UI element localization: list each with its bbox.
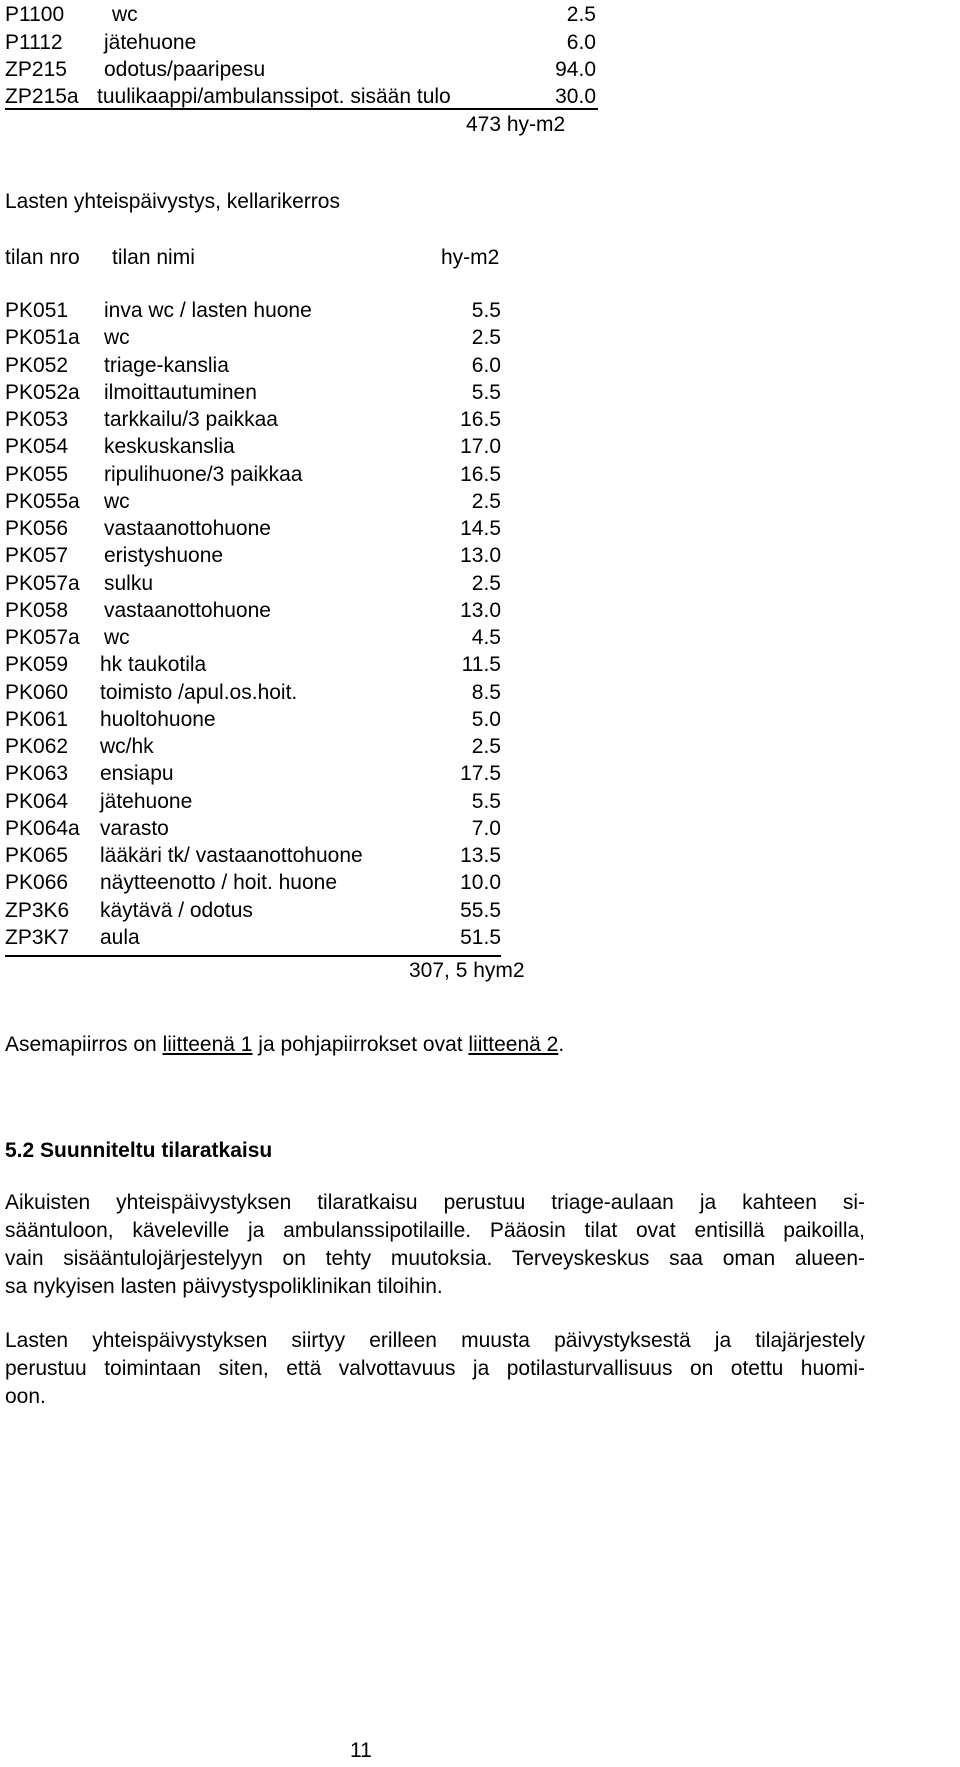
room-area: 6.0 — [471, 354, 501, 377]
room-name: eristyshuone — [104, 544, 224, 567]
room-area: 5.5 — [471, 381, 501, 404]
rows-total: 307, 5 hym2 — [409, 959, 525, 982]
room-area: 55.5 — [460, 899, 501, 922]
room-code: PK057a — [5, 626, 80, 649]
room-area: 13.0 — [460, 599, 501, 622]
room-name: wc — [104, 626, 130, 649]
room-area: 13.0 — [460, 544, 501, 567]
room-name: wc — [104, 326, 130, 349]
room-code: PK059 — [5, 653, 69, 676]
room-code: PK058 — [5, 599, 69, 622]
sum-rule — [5, 108, 598, 110]
room-code: PK062 — [5, 735, 69, 758]
room-name: keskuskanslia — [104, 435, 235, 458]
room-area: 8.5 — [471, 681, 501, 704]
room-name: jätehuone — [100, 790, 193, 813]
room-area: 2.5 — [566, 3, 596, 26]
room-area: 10.0 — [460, 871, 501, 894]
room-name: wc — [112, 3, 138, 26]
room-name: jätehuone — [104, 31, 197, 54]
room-area: 16.5 — [460, 408, 501, 431]
room-name: ripulihuone/3 paikkaa — [104, 463, 303, 486]
paragraph-line: Lasten yhteispäivystyksen siirtyy erilleen muusta päivystyksestä ja tilajärjestely — [5, 1329, 865, 1352]
room-name: näytteenotto / hoit. huone — [100, 871, 338, 894]
room-code: PK056 — [5, 517, 69, 540]
room-area: 14.5 — [460, 517, 501, 540]
room-area: 17.0 — [460, 435, 501, 458]
attachments-line — [5, 1034, 564, 1055]
room-name: tuulikaappi/ambulanssipot. sisään tulo — [97, 85, 451, 108]
paragraph-line: perustuu toimintaan siten, että valvottavuus ja potilasturvallisuus on otettu huomi- — [5, 1357, 865, 1380]
room-code: P1100 — [5, 3, 65, 26]
attachment-1-link[interactable]: liitteenä 1 — [162, 1033, 253, 1056]
room-code: PK051 — [5, 299, 69, 322]
attachments-text-2: ja pohjapiirrokset ovat — [252, 1033, 469, 1056]
header-room-name: tilan nimi — [112, 246, 195, 269]
section-heading: 5.2 Suunniteltu tilaratkaisu — [5, 1139, 273, 1162]
room-code: PK051a — [5, 326, 80, 349]
sum-rule — [5, 955, 501, 957]
room-name: vastaanottohuone — [104, 599, 271, 622]
header-area: hy-m2 — [441, 246, 500, 269]
paragraph-line: oon. — [5, 1385, 46, 1408]
room-code: PK061 — [5, 708, 69, 731]
room-code: PK060 — [5, 681, 69, 704]
paragraph-line: sa nykyisen lasten päivystyspoliklinikan tiloihin. — [5, 1275, 443, 1298]
room-code: PK054 — [5, 435, 69, 458]
room-code: ZP215a — [5, 85, 79, 108]
room-area: 5.5 — [471, 790, 501, 813]
room-code: P1112 — [5, 31, 63, 54]
paragraph-line: vain sisääntulojärjestelyyn on tehty muutoksia. Terveyskeskus saa oman alueen- — [5, 1247, 865, 1270]
room-code: PK064a — [5, 817, 80, 840]
room-code: PK055a — [5, 490, 80, 513]
room-area: 17.5 — [460, 762, 501, 785]
room-name: odotus/paaripesu — [104, 58, 266, 81]
paragraph-1 — [5, 1189, 865, 1301]
room-name: wc — [104, 490, 130, 513]
room-name: vastaanottohuone — [104, 517, 271, 540]
header-room-number: tilan nro — [5, 246, 80, 269]
room-name: lääkäri tk/ vastaanottohuone — [100, 844, 363, 867]
room-name: aula — [100, 926, 140, 949]
paragraph-2 — [5, 1327, 865, 1411]
room-area: 6.0 — [566, 31, 596, 54]
room-name: huoltohuone — [100, 708, 216, 731]
room-area: 5.5 — [471, 299, 501, 322]
room-area: 4.5 — [471, 626, 501, 649]
room-code: PK052 — [5, 354, 69, 377]
room-area: 30.0 — [555, 85, 596, 108]
attachment-2-link[interactable]: liitteenä 2 — [468, 1033, 559, 1056]
room-code: PK063 — [5, 762, 69, 785]
room-name: tarkkailu/3 paikkaa — [104, 408, 278, 431]
room-code: ZP3K6 — [5, 899, 70, 922]
room-code: ZP3K7 — [5, 926, 70, 949]
room-name: varasto — [100, 817, 169, 840]
room-name: ilmoittautuminen — [104, 381, 257, 404]
room-name: wc/hk — [100, 735, 154, 758]
room-code: PK057a — [5, 572, 80, 595]
top-total: 473 hy-m2 — [466, 113, 566, 136]
room-area: 7.0 — [471, 817, 501, 840]
section-title: Lasten yhteispäivystys, kellarikerros — [5, 190, 340, 213]
room-area: 13.5 — [460, 844, 501, 867]
room-name: sulku — [104, 572, 154, 595]
room-area: 2.5 — [471, 490, 501, 513]
room-area: 2.5 — [471, 735, 501, 758]
page-number: 11 — [350, 1739, 372, 1762]
room-code: PK064 — [5, 790, 69, 813]
room-code: PK066 — [5, 871, 69, 894]
room-code: PK057 — [5, 544, 69, 567]
room-area: 94.0 — [555, 58, 596, 81]
room-name: toimisto /apul.os.hoit. — [100, 681, 298, 704]
room-code: PK052a — [5, 381, 80, 404]
room-area: 11.5 — [461, 653, 501, 676]
room-code: PK065 — [5, 844, 69, 867]
room-name: inva wc / lasten huone — [104, 299, 312, 322]
paragraph-line: sääntuloon, käveleville ja ambulanssipotilaille. Pääosin tilat ovat entisillä paikoilla, — [5, 1219, 865, 1242]
room-area: 5.0 — [471, 708, 501, 731]
room-area: 16.5 — [460, 463, 501, 486]
room-code: PK053 — [5, 408, 69, 431]
room-name: ensiapu — [100, 762, 174, 785]
room-area: 51.5 — [460, 926, 501, 949]
room-name: käytävä / odotus — [100, 899, 253, 922]
paragraph-line: Aikuisten yhteispäivystyksen tilaratkaisu perustuu triage-aulaan ja kahteen si- — [5, 1191, 865, 1214]
room-name: triage-kanslia — [104, 354, 229, 377]
attachments-text-3: . — [558, 1033, 565, 1056]
room-area: 2.5 — [471, 326, 501, 349]
room-code: PK055 — [5, 463, 69, 486]
room-name: hk taukotila — [100, 653, 207, 676]
room-code: ZP215 — [5, 58, 67, 81]
attachments-text-1: Asemapiirros on — [5, 1033, 163, 1056]
room-area: 2.5 — [471, 572, 501, 595]
